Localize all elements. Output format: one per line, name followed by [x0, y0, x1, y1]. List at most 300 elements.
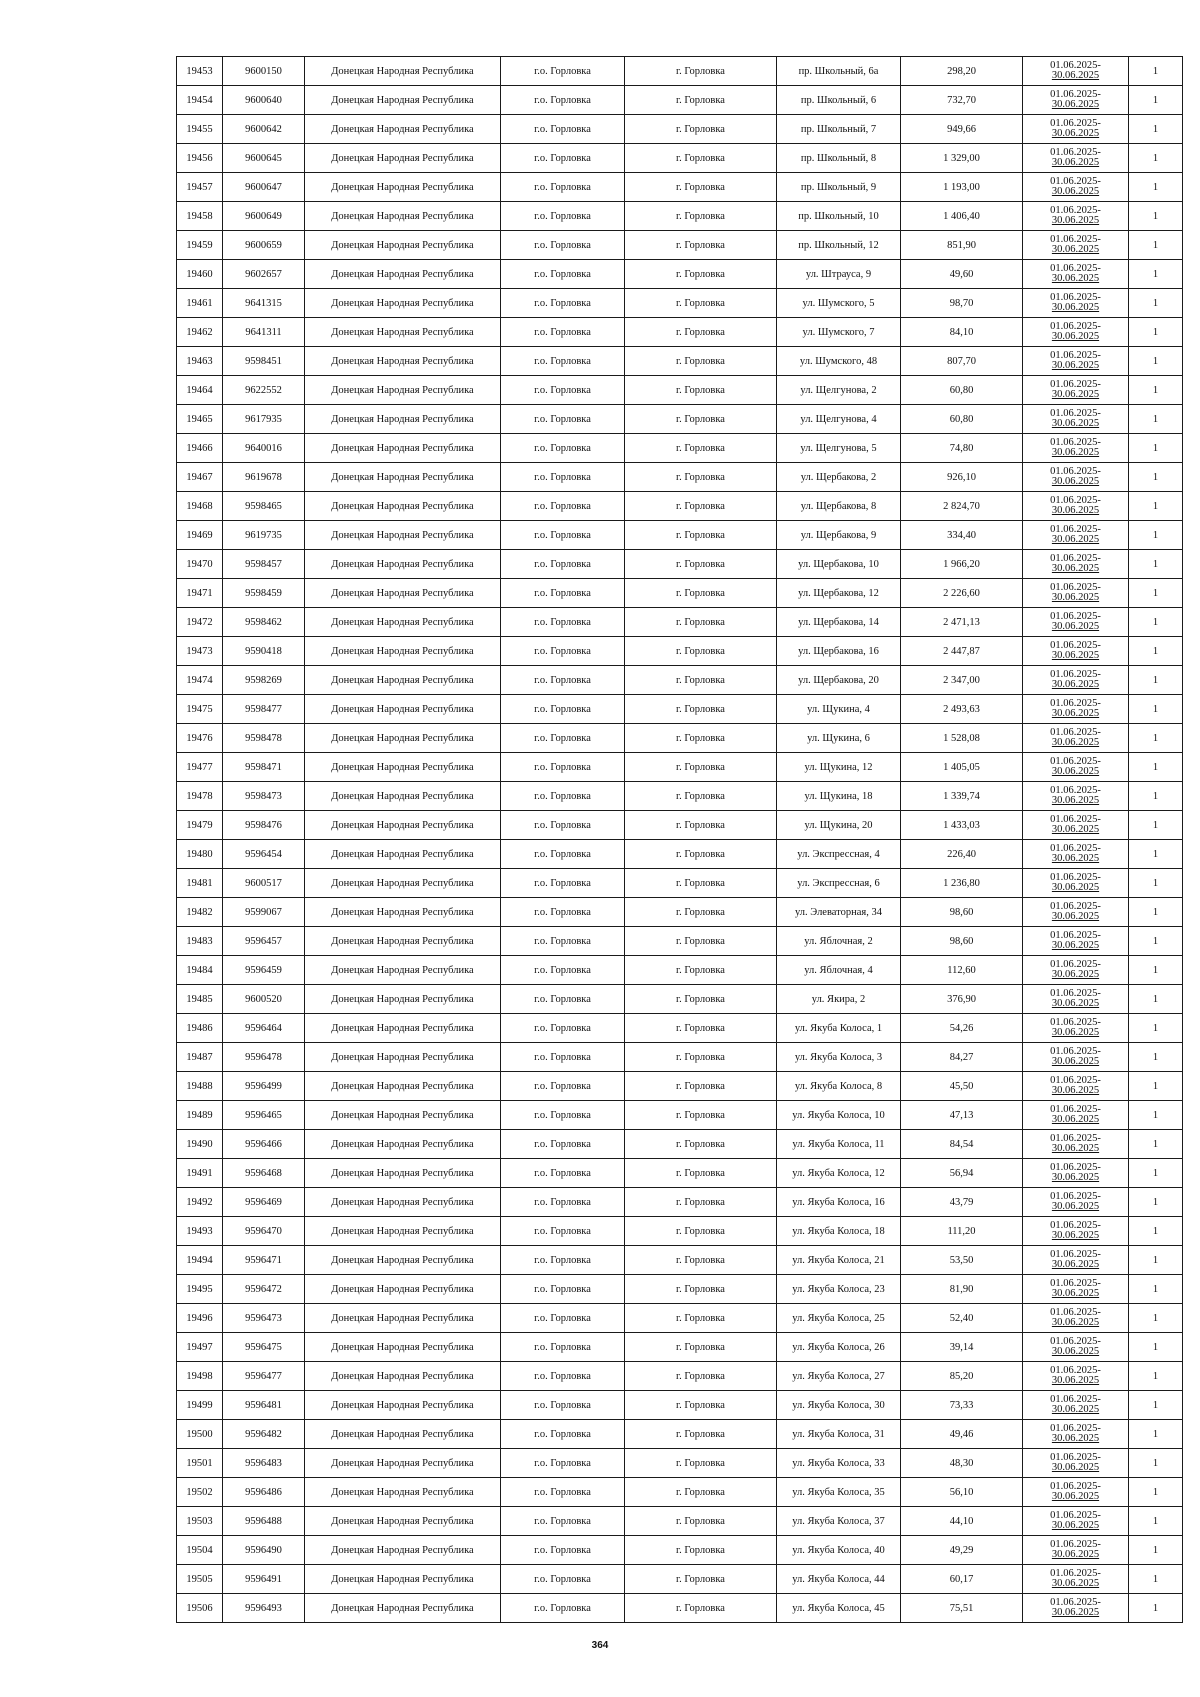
district-cell: г.о. Горловка [501, 1507, 625, 1536]
count-cell: 1 [1129, 1043, 1183, 1072]
region-cell: Донецкая Народная Республика [305, 1333, 501, 1362]
period-cell [1023, 782, 1129, 811]
period-cell [1023, 1478, 1129, 1507]
amount-cell: 73,33 [901, 1391, 1023, 1420]
period-start: 01.06.2025- [1050, 1567, 1101, 1579]
region-cell: Донецкая Народная Республика [305, 985, 501, 1014]
amount-cell: 81,90 [901, 1275, 1023, 1304]
register-table [176, 56, 1183, 1623]
city-cell: г. Горловка [625, 260, 777, 289]
region-cell: Донецкая Народная Республика [305, 956, 501, 985]
period-end: 30.06.2025 [1051, 1549, 1100, 1560]
object-id: 9596468 [223, 1159, 305, 1188]
address-cell: ул. Яблочная, 4 [777, 956, 901, 985]
period-cell [1023, 202, 1129, 231]
table-row [177, 289, 1183, 318]
amount-cell: 53,50 [901, 1246, 1023, 1275]
amount-cell: 1 339,74 [901, 782, 1023, 811]
row-number: 19459 [177, 231, 223, 260]
period-cell [1023, 927, 1129, 956]
period-cell [1023, 57, 1129, 86]
period-end: 30.06.2025 [1051, 1317, 1100, 1328]
region-cell: Донецкая Народная Республика [305, 1043, 501, 1072]
object-id: 9596483 [223, 1449, 305, 1478]
period-start: 01.06.2025- [1050, 610, 1101, 622]
amount-cell: 47,13 [901, 1101, 1023, 1130]
district-cell: г.о. Горловка [501, 695, 625, 724]
count-cell: 1 [1129, 1420, 1183, 1449]
region-cell: Донецкая Народная Республика [305, 1130, 501, 1159]
region-cell: Донецкая Народная Республика [305, 492, 501, 521]
row-number: 19462 [177, 318, 223, 347]
count-cell: 1 [1129, 1246, 1183, 1275]
address-cell: ул. Щелгунова, 4 [777, 405, 901, 434]
amount-cell: 84,10 [901, 318, 1023, 347]
object-id: 9641315 [223, 289, 305, 318]
address-cell: ул. Щербакова, 8 [777, 492, 901, 521]
row-number: 19505 [177, 1565, 223, 1594]
region-cell: Донецкая Народная Республика [305, 1565, 501, 1594]
row-number: 19467 [177, 463, 223, 492]
region-cell: Донецкая Народная Республика [305, 231, 501, 260]
count-cell: 1 [1129, 1333, 1183, 1362]
row-number: 19468 [177, 492, 223, 521]
row-number: 19460 [177, 260, 223, 289]
table-row [177, 231, 1183, 260]
district-cell: г.о. Горловка [501, 1333, 625, 1362]
object-id: 9596493 [223, 1594, 305, 1623]
count-cell: 1 [1129, 376, 1183, 405]
amount-cell: 1 405,05 [901, 753, 1023, 782]
region-cell: Донецкая Народная Республика [305, 1507, 501, 1536]
count-cell: 1 [1129, 985, 1183, 1014]
period-cell [1023, 144, 1129, 173]
table-row [177, 1275, 1183, 1304]
district-cell: г.о. Горловка [501, 260, 625, 289]
amount-cell: 111,20 [901, 1217, 1023, 1246]
row-number: 19488 [177, 1072, 223, 1101]
district-cell: г.о. Горловка [501, 1275, 625, 1304]
count-cell: 1 [1129, 1130, 1183, 1159]
period-end: 30.06.2025 [1051, 1433, 1100, 1444]
city-cell: г. Горловка [625, 289, 777, 318]
region-cell: Донецкая Народная Республика [305, 1478, 501, 1507]
address-cell: ул. Щербакова, 9 [777, 521, 901, 550]
period-end: 30.06.2025 [1051, 1172, 1100, 1183]
object-id: 9600647 [223, 173, 305, 202]
period-cell [1023, 1246, 1129, 1275]
region-cell: Донецкая Народная Республика [305, 927, 501, 956]
object-id: 9598477 [223, 695, 305, 724]
address-cell: пр. Школьный, 9 [777, 173, 901, 202]
period-cell [1023, 463, 1129, 492]
count-cell: 1 [1129, 86, 1183, 115]
object-id: 9598459 [223, 579, 305, 608]
city-cell: г. Горловка [625, 1391, 777, 1420]
period-start: 01.06.2025- [1050, 1248, 1101, 1260]
region-cell: Донецкая Народная Республика [305, 840, 501, 869]
period-cell [1023, 1362, 1129, 1391]
object-id: 9598451 [223, 347, 305, 376]
address-cell: ул. Якуба Колоса, 33 [777, 1449, 901, 1478]
count-cell: 1 [1129, 1188, 1183, 1217]
district-cell: г.о. Горловка [501, 1014, 625, 1043]
row-number: 19493 [177, 1217, 223, 1246]
object-id: 9598269 [223, 666, 305, 695]
period-cell [1023, 405, 1129, 434]
city-cell: г. Горловка [625, 1333, 777, 1362]
table-row [177, 1391, 1183, 1420]
table-row [177, 463, 1183, 492]
address-cell: ул. Щербакова, 2 [777, 463, 901, 492]
period-cell [1023, 347, 1129, 376]
amount-cell: 2 226,60 [901, 579, 1023, 608]
period-cell [1023, 1507, 1129, 1536]
object-id: 9622552 [223, 376, 305, 405]
region-cell: Донецкая Народная Республика [305, 1391, 501, 1420]
table-row [177, 782, 1183, 811]
city-cell: г. Горловка [625, 811, 777, 840]
period-end: 30.06.2025 [1051, 302, 1100, 313]
amount-cell: 98,60 [901, 927, 1023, 956]
table-row [177, 579, 1183, 608]
amount-cell: 84,27 [901, 1043, 1023, 1072]
city-cell: г. Горловка [625, 695, 777, 724]
amount-cell: 226,40 [901, 840, 1023, 869]
period-start: 01.06.2025- [1050, 958, 1101, 970]
object-id: 9619735 [223, 521, 305, 550]
city-cell: г. Горловка [625, 666, 777, 695]
address-cell: ул. Якуба Колоса, 16 [777, 1188, 901, 1217]
district-cell: г.о. Горловка [501, 579, 625, 608]
object-id: 9602657 [223, 260, 305, 289]
count-cell: 1 [1129, 1565, 1183, 1594]
city-cell: г. Горловка [625, 1449, 777, 1478]
period-cell [1023, 231, 1129, 260]
region-cell: Донецкая Народная Республика [305, 1246, 501, 1275]
period-start: 01.06.2025- [1050, 175, 1101, 187]
count-cell: 1 [1129, 869, 1183, 898]
row-number: 19454 [177, 86, 223, 115]
period-cell [1023, 1130, 1129, 1159]
period-end: 30.06.2025 [1051, 447, 1100, 458]
count-cell: 1 [1129, 608, 1183, 637]
table-row [177, 1101, 1183, 1130]
period-end: 30.06.2025 [1051, 911, 1100, 922]
row-number: 19472 [177, 608, 223, 637]
row-number: 19464 [177, 376, 223, 405]
address-cell: ул. Якуба Колоса, 1 [777, 1014, 901, 1043]
period-cell [1023, 840, 1129, 869]
region-cell: Донецкая Народная Республика [305, 57, 501, 86]
table-row [177, 637, 1183, 666]
table-row [177, 376, 1183, 405]
row-number: 19500 [177, 1420, 223, 1449]
region-cell: Донецкая Народная Республика [305, 405, 501, 434]
table-row [177, 550, 1183, 579]
period-end: 30.06.2025 [1051, 215, 1100, 226]
table-row [177, 1159, 1183, 1188]
object-id: 9641311 [223, 318, 305, 347]
district-cell: г.о. Горловка [501, 1217, 625, 1246]
table-row [177, 260, 1183, 289]
address-cell: пр. Школьный, 7 [777, 115, 901, 144]
district-cell: г.о. Горловка [501, 202, 625, 231]
period-end: 30.06.2025 [1051, 1259, 1100, 1270]
table-row [177, 1072, 1183, 1101]
amount-cell: 1 966,20 [901, 550, 1023, 579]
row-number: 19477 [177, 753, 223, 782]
city-cell: г. Горловка [625, 492, 777, 521]
period-end: 30.06.2025 [1051, 1346, 1100, 1357]
period-cell [1023, 1594, 1129, 1623]
table-row [177, 202, 1183, 231]
period-start: 01.06.2025- [1050, 1277, 1101, 1289]
region-cell: Донецкая Народная Республика [305, 1362, 501, 1391]
period-cell [1023, 1565, 1129, 1594]
district-cell: г.о. Горловка [501, 231, 625, 260]
amount-cell: 732,70 [901, 86, 1023, 115]
period-cell [1023, 1391, 1129, 1420]
row-number: 19482 [177, 898, 223, 927]
period-start: 01.06.2025- [1050, 755, 1101, 767]
city-cell: г. Горловка [625, 1101, 777, 1130]
period-cell [1023, 115, 1129, 144]
period-end: 30.06.2025 [1051, 360, 1100, 371]
district-cell: г.о. Горловка [501, 1594, 625, 1623]
table-row [177, 927, 1183, 956]
city-cell: г. Горловка [625, 1275, 777, 1304]
period-start: 01.06.2025- [1050, 1422, 1101, 1434]
city-cell: г. Горловка [625, 86, 777, 115]
row-number: 19455 [177, 115, 223, 144]
count-cell: 1 [1129, 579, 1183, 608]
period-cell [1023, 86, 1129, 115]
period-cell [1023, 724, 1129, 753]
table-row [177, 1594, 1183, 1623]
table-row [177, 985, 1183, 1014]
period-end: 30.06.2025 [1051, 1230, 1100, 1241]
object-id: 9600150 [223, 57, 305, 86]
city-cell: г. Горловка [625, 521, 777, 550]
period-start: 01.06.2025- [1050, 1335, 1101, 1347]
object-id: 9596472 [223, 1275, 305, 1304]
object-id: 9598478 [223, 724, 305, 753]
city-cell: г. Горловка [625, 898, 777, 927]
table-row [177, 898, 1183, 927]
count-cell: 1 [1129, 1217, 1183, 1246]
period-end: 30.06.2025 [1051, 1520, 1100, 1531]
district-cell: г.о. Горловка [501, 637, 625, 666]
table-row [177, 840, 1183, 869]
count-cell: 1 [1129, 289, 1183, 318]
row-number: 19503 [177, 1507, 223, 1536]
region-cell: Донецкая Народная Республика [305, 86, 501, 115]
count-cell: 1 [1129, 57, 1183, 86]
address-cell: ул. Якуба Колоса, 31 [777, 1420, 901, 1449]
period-end: 30.06.2025 [1051, 244, 1100, 255]
period-end: 30.06.2025 [1051, 1027, 1100, 1038]
row-number: 19465 [177, 405, 223, 434]
count-cell: 1 [1129, 347, 1183, 376]
amount-cell: 44,10 [901, 1507, 1023, 1536]
region-cell: Донецкая Народная Республика [305, 521, 501, 550]
city-cell: г. Горловка [625, 57, 777, 86]
region-cell: Донецкая Народная Республика [305, 869, 501, 898]
district-cell: г.о. Горловка [501, 869, 625, 898]
period-end: 30.06.2025 [1051, 70, 1100, 81]
district-cell: г.о. Горловка [501, 1101, 625, 1130]
period-end: 30.06.2025 [1051, 621, 1100, 632]
table-row [177, 492, 1183, 521]
period-cell [1023, 1014, 1129, 1043]
table-row [177, 318, 1183, 347]
period-end: 30.06.2025 [1051, 186, 1100, 197]
period-start: 01.06.2025- [1050, 146, 1101, 158]
period-start: 01.06.2025- [1050, 842, 1101, 854]
district-cell: г.о. Горловка [501, 347, 625, 376]
amount-cell: 926,10 [901, 463, 1023, 492]
period-end: 30.06.2025 [1051, 534, 1100, 545]
table-row [177, 1217, 1183, 1246]
row-number: 19475 [177, 695, 223, 724]
count-cell: 1 [1129, 724, 1183, 753]
object-id: 9596471 [223, 1246, 305, 1275]
district-cell: г.о. Горловка [501, 985, 625, 1014]
period-end: 30.06.2025 [1051, 708, 1100, 719]
period-cell [1023, 1043, 1129, 1072]
count-cell: 1 [1129, 1159, 1183, 1188]
period-cell [1023, 1101, 1129, 1130]
district-cell: г.о. Горловка [501, 1449, 625, 1478]
period-start: 01.06.2025- [1050, 1509, 1101, 1521]
object-id: 9600517 [223, 869, 305, 898]
district-cell: г.о. Горловка [501, 1478, 625, 1507]
row-number: 19502 [177, 1478, 223, 1507]
object-id: 9598476 [223, 811, 305, 840]
table-row [177, 1362, 1183, 1391]
region-cell: Донецкая Народная Республика [305, 695, 501, 724]
city-cell: г. Горловка [625, 1188, 777, 1217]
region-cell: Донецкая Народная Республика [305, 724, 501, 753]
city-cell: г. Горловка [625, 1507, 777, 1536]
period-cell [1023, 811, 1129, 840]
table-row [177, 1565, 1183, 1594]
table-row [177, 753, 1183, 782]
region-cell: Донецкая Народная Республика [305, 1101, 501, 1130]
object-id: 9596481 [223, 1391, 305, 1420]
object-id: 9598471 [223, 753, 305, 782]
district-cell: г.о. Горловка [501, 1072, 625, 1101]
table-row [177, 1130, 1183, 1159]
address-cell: ул. Щукина, 6 [777, 724, 901, 753]
period-end: 30.06.2025 [1051, 824, 1100, 835]
address-cell: ул. Элеваторная, 34 [777, 898, 901, 927]
table-row [177, 405, 1183, 434]
region-cell: Донецкая Народная Республика [305, 202, 501, 231]
count-cell: 1 [1129, 1304, 1183, 1333]
district-cell: г.о. Горловка [501, 927, 625, 956]
amount-cell: 2 471,13 [901, 608, 1023, 637]
city-cell: г. Горловка [625, 1159, 777, 1188]
table-row [177, 1449, 1183, 1478]
address-cell: пр. Школьный, 12 [777, 231, 901, 260]
count-cell: 1 [1129, 840, 1183, 869]
city-cell: г. Горловка [625, 927, 777, 956]
period-cell [1023, 898, 1129, 927]
period-start: 01.06.2025- [1050, 1364, 1101, 1376]
table-row [177, 1507, 1183, 1536]
address-cell: ул. Якуба Колоса, 21 [777, 1246, 901, 1275]
period-cell [1023, 434, 1129, 463]
row-number: 19479 [177, 811, 223, 840]
city-cell: г. Горловка [625, 1130, 777, 1159]
object-id: 9599067 [223, 898, 305, 927]
amount-cell: 2 347,00 [901, 666, 1023, 695]
amount-cell: 1 193,00 [901, 173, 1023, 202]
period-end: 30.06.2025 [1051, 1578, 1100, 1589]
count-cell: 1 [1129, 1275, 1183, 1304]
period-start: 01.06.2025- [1050, 1538, 1101, 1550]
city-cell: г. Горловка [625, 637, 777, 666]
row-number: 19498 [177, 1362, 223, 1391]
period-end: 30.06.2025 [1051, 969, 1100, 980]
count-cell: 1 [1129, 666, 1183, 695]
city-cell: г. Горловка [625, 753, 777, 782]
period-start: 01.06.2025- [1050, 1596, 1101, 1608]
table-row [177, 434, 1183, 463]
amount-cell: 74,80 [901, 434, 1023, 463]
count-cell: 1 [1129, 811, 1183, 840]
object-id: 9596465 [223, 1101, 305, 1130]
period-cell [1023, 637, 1129, 666]
period-start: 01.06.2025- [1050, 117, 1101, 129]
region-cell: Донецкая Народная Республика [305, 1159, 501, 1188]
district-cell: г.о. Горловка [501, 666, 625, 695]
object-id: 9600649 [223, 202, 305, 231]
period-cell [1023, 695, 1129, 724]
region-cell: Донецкая Народная Республика [305, 1072, 501, 1101]
table-row [177, 86, 1183, 115]
city-cell: г. Горловка [625, 1565, 777, 1594]
region-cell: Донецкая Народная Республика [305, 347, 501, 376]
district-cell: г.о. Горловка [501, 492, 625, 521]
city-cell: г. Горловка [625, 347, 777, 376]
address-cell: пр. Школьный, 6 [777, 86, 901, 115]
table-row [177, 695, 1183, 724]
period-end: 30.06.2025 [1051, 853, 1100, 864]
district-cell: г.о. Горловка [501, 1304, 625, 1333]
district-cell: г.о. Горловка [501, 289, 625, 318]
period-end: 30.06.2025 [1051, 389, 1100, 400]
region-cell: Донецкая Народная Республика [305, 463, 501, 492]
period-start: 01.06.2025- [1050, 581, 1101, 593]
city-cell: г. Горловка [625, 1478, 777, 1507]
table-row [177, 1188, 1183, 1217]
city-cell: г. Горловка [625, 1043, 777, 1072]
region-cell: Донецкая Народная Республика [305, 608, 501, 637]
address-cell: ул. Якуба Колоса, 11 [777, 1130, 901, 1159]
period-cell [1023, 318, 1129, 347]
object-id: 9600520 [223, 985, 305, 1014]
period-start: 01.06.2025- [1050, 436, 1101, 448]
row-number: 19485 [177, 985, 223, 1014]
district-cell: г.о. Горловка [501, 1159, 625, 1188]
district-cell: г.о. Горловка [501, 1188, 625, 1217]
period-start: 01.06.2025- [1050, 900, 1101, 912]
city-cell: г. Горловка [625, 1072, 777, 1101]
amount-cell: 1 329,00 [901, 144, 1023, 173]
